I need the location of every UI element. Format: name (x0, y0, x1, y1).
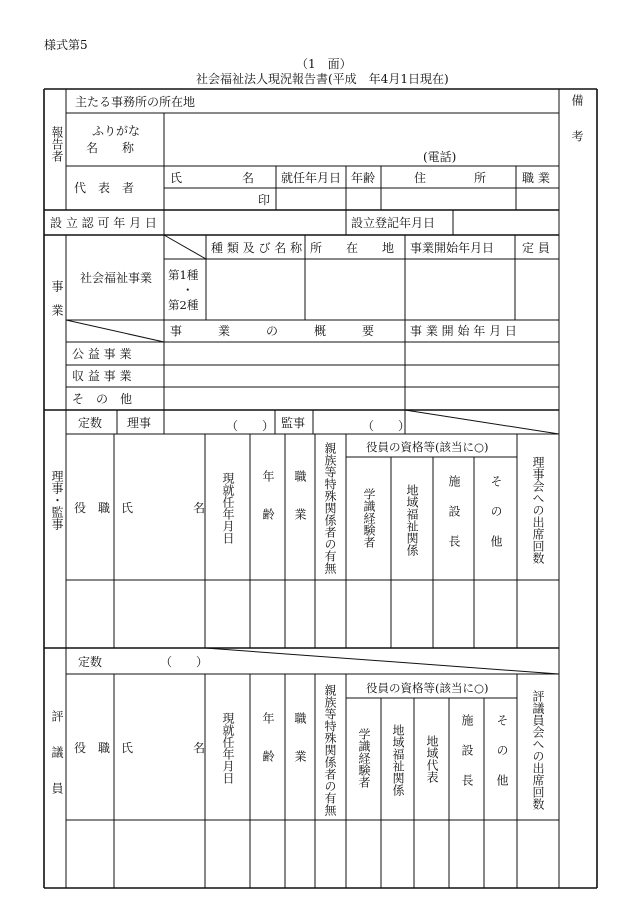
directors-other-header: その他 (489, 475, 503, 565)
overview-header: 事 業 の 概 要 (170, 324, 375, 338)
councilors-expert-header: 学識経験者 (357, 728, 371, 788)
directors-qualification-header: 役員の資格等(該当に○) (366, 440, 489, 454)
councilors-facility-header: 施設長 (460, 714, 474, 804)
councilors-age-header: 年齢 (261, 712, 275, 788)
registration-date-label: 設立登記年月日 (351, 216, 436, 230)
rep-address-header: 住 所 (414, 171, 487, 185)
type1-label: 第1種 (168, 268, 199, 282)
director-label: 理事 (127, 416, 152, 430)
councilors-community-header: 地域福祉関係 (391, 724, 405, 796)
director-count: （ ） (226, 419, 275, 433)
councilors-regional-header: 地域代表 (425, 735, 439, 783)
councilors-term-header: 現就任年月日 (221, 712, 235, 784)
directors-relatives-header: 親族等特殊関係者の有無 (323, 442, 337, 574)
location-header: 所 在 地 (310, 241, 395, 255)
phone-label: (電話) (423, 150, 457, 164)
councilors-label: 評議員 (50, 710, 64, 818)
furigana-label: ふりがな (92, 124, 141, 138)
overview-start-header: 事 業 開 始 年 月 日 (410, 324, 517, 338)
auditor-label: 監事 (281, 416, 306, 430)
public-business-label: 公 益 事 業 (72, 347, 132, 361)
rep-term-header: 就任年月日 (281, 171, 342, 185)
profit-business-label: 収 益 事 業 (72, 369, 132, 383)
councilors-qualification-header: 役員の資格等(該当に○) (366, 681, 489, 695)
rep-name-header: 氏 名 (170, 171, 255, 185)
welfare-business-label: 社会福祉事業 (80, 271, 153, 285)
seal-mark: 印 (258, 193, 271, 207)
directors-job-header: 職業 (293, 470, 307, 546)
councilors-name-header: 氏 名 (121, 741, 206, 755)
start-date-header: 事業開始年月日 (410, 241, 495, 255)
directors-quota-label: 定数 (78, 416, 103, 430)
councilors-relatives-header: 親族等特殊関係者の有無 (323, 684, 337, 816)
directors-label: 理事・監事 (50, 470, 64, 530)
councilors-count: （ ） (160, 655, 209, 669)
type2-label: 第2種 (168, 298, 199, 312)
councilors-quota-label: 定数 (78, 655, 103, 669)
councilors-job-header: 職業 (293, 712, 307, 788)
councilors-other-header: その他 (495, 714, 509, 804)
directors-term-header: 現就任年月日 (221, 472, 235, 544)
form-title: 社会福祉法人現況報告書(平成 年4月1日現在) (196, 72, 449, 86)
other-business-label: そ の 他 (72, 392, 133, 406)
rep-job-header: 職 業 (522, 171, 550, 185)
rep-age-header: 年齢 (351, 171, 376, 185)
reporter-label: 報告者 (50, 126, 64, 162)
representative-label: 代 表 者 (74, 181, 135, 195)
directors-name-header: 氏 名 (121, 501, 206, 515)
form-number: 様式第5 (44, 38, 88, 52)
councilors-position-header: 役 職 (74, 741, 111, 755)
approval-date-label: 設 立 認 可 年 月 日 (50, 216, 157, 230)
councilors-attendance-header: 評議員会への出席回数 (531, 690, 545, 810)
directors-community-header: 地域福祉関係 (405, 484, 419, 556)
directors-position-header: 役 職 (74, 501, 111, 515)
directors-expert-header: 学識経験者 (362, 488, 376, 548)
name-label: 名 称 (86, 141, 135, 155)
type-name-header: 種 類 及 び 名 称 (211, 241, 303, 255)
form-side: （1 面） (296, 57, 352, 71)
auditor-count: （ ） (362, 419, 411, 433)
office-address-label: 主たる事務所の所在地 (75, 95, 196, 109)
directors-facility-header: 施設長 (447, 475, 461, 565)
directors-age-header: 年齢 (261, 470, 275, 546)
type-dot: ・ (182, 283, 194, 297)
remarks-label: 備 考 (570, 94, 584, 142)
capacity-header: 定 員 (522, 241, 550, 255)
directors-attendance-header: 理事会への出席回数 (531, 456, 545, 564)
business-label: 事 業 (50, 280, 64, 316)
